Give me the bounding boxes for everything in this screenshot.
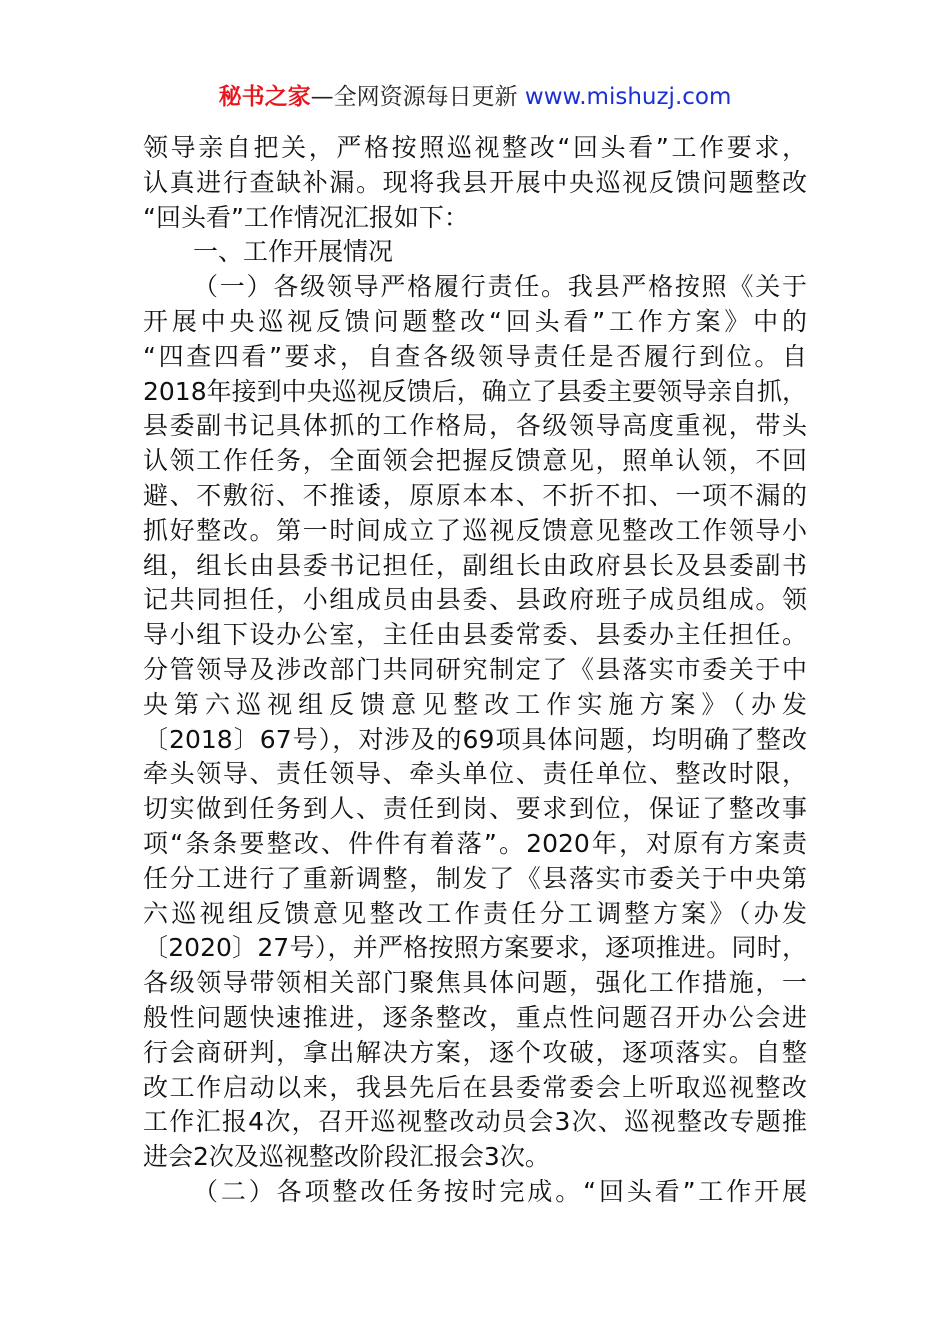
text-line: 央第六巡视组反馈意见整改工作实施方案》（办发: [143, 689, 807, 719]
header-tagline: —全网资源每日更新: [310, 84, 518, 110]
text-line: （二）各项整改任务按时完成。“回头看”工作开展: [193, 1176, 807, 1206]
text-line: 项“条条要整改、件件有着落”。2020年，对原有方案责: [143, 828, 807, 858]
text-line: 牵头领导、责任领导、牵头单位、责任单位、整改时限，: [143, 759, 807, 789]
document-body: [143, 131, 807, 1210]
site-url[interactable]: www.mishuzj.com: [517, 84, 732, 110]
text-line: 进会2次及巡视整改阶段汇报会3次。: [143, 1142, 550, 1172]
text-line: 记共同担任，小组成员由县委、县政府班子成员组成。领: [143, 585, 807, 615]
text-line: 认领工作任务，全面领会把握反馈意见，照单认领，不回: [143, 446, 807, 476]
text-line: 开展中央巡视反馈问题整改“回头看”工作方案》中的: [143, 306, 807, 336]
text-line: 分管领导及涉改部门共同研究制定了《县落实市委关于中: [143, 654, 807, 684]
text-line: 组，组长由县委书记担任，副组长由政府县长及县委副书: [143, 550, 807, 580]
text-line: 2018年接到中央巡视反馈后，确立了县委主要领导亲自抓，: [143, 376, 807, 406]
text-line: 导小组下设办公室，主任由县委常委、县委办主任担任。: [143, 620, 807, 650]
text-line: 各级领导带领相关部门聚焦具体问题，强化工作措施，一: [143, 968, 807, 998]
text-line: 领导亲自把关，严格按照巡视整改“回头看”工作要求，: [143, 133, 807, 162]
text-line: 切实做到任务到人、责任到岗、要求到位，保证了整改事: [143, 794, 807, 824]
text-line: 〔2018〕67号），对涉及的69项具体问题，均明确了整改: [143, 724, 807, 754]
brand-name: 秘书之家: [218, 84, 311, 110]
text-line: 工作汇报4次，召开巡视整改动员会3次、巡视整改专题推: [143, 1107, 807, 1137]
text-line: 六巡视组反馈意见整改工作责任分工调整方案》（办发: [143, 898, 807, 928]
text-line: “四查四看”要求，自查各级领导责任是否履行到位。自: [143, 341, 807, 371]
text-line: 县委副书记具体抓的工作格局，各级领导高度重视，带头: [143, 411, 807, 441]
section-heading: 一、工作开展情况: [193, 237, 394, 267]
text-line: 任分工进行了重新调整，制发了《县落实市委关于中央第: [143, 863, 807, 893]
text-line: 〔2020〕27号），并严格按照方案要求，逐项推进。同时，: [143, 933, 807, 963]
text-line: 抓好整改。第一时间成立了巡视反馈意见整改工作领导小: [143, 515, 807, 545]
text-line: 改工作启动以来，我县先后在县委常委会上听取巡视整改: [143, 1072, 807, 1102]
site-header: [0, 80, 950, 114]
text-line: 行会商研判，拿出解决方案，逐个攻破，逐项落实。自整: [143, 1037, 807, 1067]
text-line: 避、不敷衍、不推诿，原原本本、不折不扣、一项不漏的: [143, 480, 807, 510]
text-line: （一）各级领导严格履行责任。我县严格按照《关于: [193, 272, 807, 302]
text-line: 般性问题快速推进，逐条整改，重点性问题召开办公会进: [143, 1002, 807, 1032]
text-line: 认真进行查缺补漏。现将我县开展中央巡视反馈问题整改: [143, 167, 807, 197]
text-line: “回头看”工作情况汇报如下：: [143, 202, 469, 232]
